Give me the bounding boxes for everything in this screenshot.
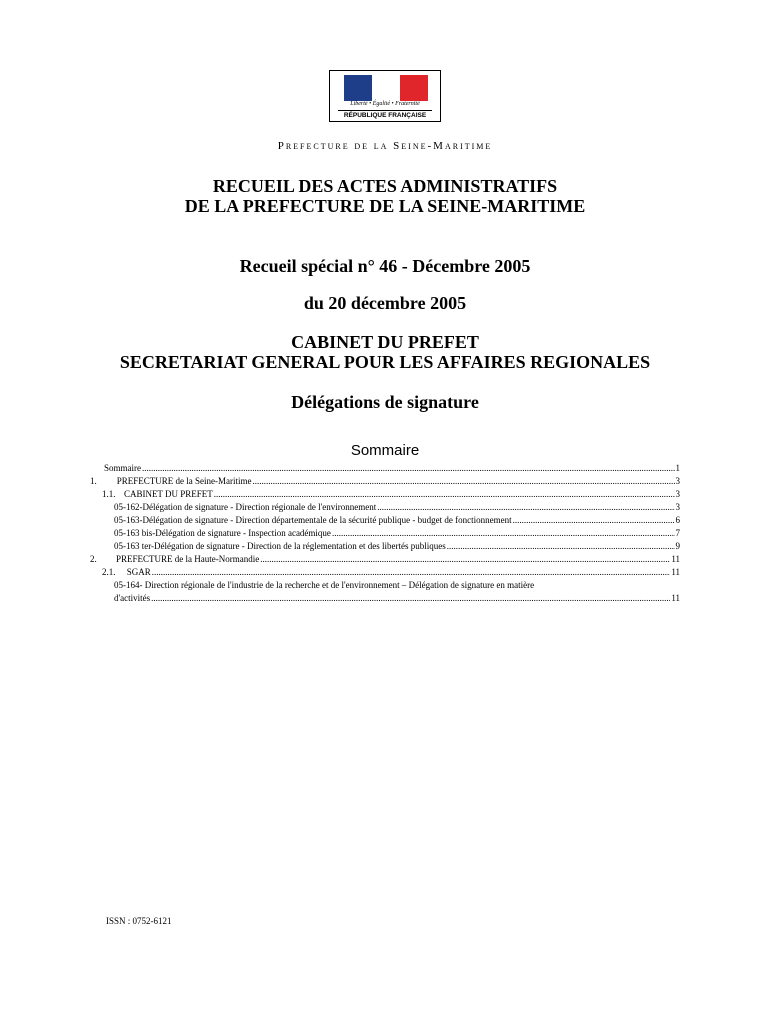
toc-leader (142, 462, 675, 475)
toc-entry[interactable] (102, 488, 680, 501)
toc-entry-title: PREFECTURE de la Seine-Maritime (116, 476, 252, 486)
toc-entry-title: Sommaire (104, 463, 141, 473)
recueil-number: Recueil spécial n° 46 - Décembre 2005 (239, 256, 531, 276)
toc-entry-page: 11 (671, 593, 680, 603)
logo-motto: Liberté • Égalité • Fraternité (350, 101, 420, 107)
toc-entry-number: 2.1. (102, 567, 116, 577)
toc-entry-title-continued: d'activités (114, 593, 151, 603)
toc-leader (447, 540, 675, 553)
tricolor-flag-icon (344, 75, 428, 101)
toc-entry-title: 05-163 bis-Délégation de signature - Inspection académique (114, 528, 331, 538)
toc-leader (377, 501, 674, 514)
toc-entry-title: 05-163 ter-Délégation de signature - Direction de la réglementation et des libertés publiques (114, 541, 446, 551)
toc-entry-page: 11 (671, 554, 680, 564)
toc-leader (260, 553, 670, 566)
toc-entry-title[interactable]: 05-164- Direction régionale de l'industrie de la recherche et de l'environnement – Délégation de signature en matière (114, 580, 535, 590)
toc-entry-number: 2. (90, 554, 97, 564)
toc-entry-page: 3 (675, 502, 680, 512)
subject-heading: Délégations de signature (291, 392, 479, 412)
recueil-date: du 20 décembre 2005 (303, 293, 467, 313)
toc-heading: Sommaire (350, 442, 420, 459)
toc-entry-page: 3 (675, 489, 680, 499)
toc-entry[interactable] (114, 527, 680, 540)
logo-republic: RÉPUBLIQUE FRANÇAISE (338, 110, 432, 119)
toc-leader (152, 566, 671, 579)
toc-entry-number: 1. (90, 476, 97, 486)
toc-entry-page: 9 (675, 541, 680, 551)
toc-entry[interactable] (104, 462, 680, 475)
toc-entry-title: PREFECTURE de la Haute-Normandie (116, 554, 260, 564)
title-line-2: DE LA PREFECTURE DE LA SEINE-MARITIME (184, 196, 586, 216)
toc-entry[interactable] (114, 540, 680, 553)
marianne-logo (329, 70, 441, 122)
toc-leader (332, 527, 675, 540)
toc-entry[interactable] (90, 553, 680, 566)
toc-entry-page: 6 (675, 515, 680, 525)
sgar-heading: SECRETARIAT GENERAL POUR LES AFFAIRES REGIONALES (119, 352, 651, 372)
cabinet-heading: CABINET DU PREFET (291, 332, 479, 352)
toc-entry[interactable] (102, 566, 680, 579)
toc-leader (253, 475, 675, 488)
toc-entry-title: SGAR (126, 567, 151, 577)
toc-entry-number: 1.1. (102, 489, 116, 499)
toc-entry[interactable] (90, 475, 680, 488)
toc-leader (151, 592, 670, 605)
toc-entry[interactable] (114, 514, 680, 527)
toc-entry-title: 05-163-Délégation de signature - Direction départementale de la sécurité publique - budget de fonctionnement (114, 515, 512, 525)
toc-entry[interactable] (114, 592, 680, 605)
toc-leader (214, 488, 675, 501)
toc-entry-title: 05-162-Délégation de signature - Direction régionale de l'environnement (114, 502, 377, 512)
toc-entry-page: 7 (675, 528, 680, 538)
toc-entry-page: 3 (675, 476, 680, 486)
toc-leader (513, 514, 675, 527)
toc-entry-page: 11 (671, 567, 680, 577)
toc-entry-title: CABINET DU PREFET (123, 489, 213, 499)
toc-entry[interactable] (114, 501, 680, 514)
prefecture-name: Prefecture de la Seine-Maritime (277, 140, 493, 152)
title-line-1: RECUEIL DES ACTES ADMINISTRATIFS (212, 176, 558, 196)
issn-number: ISSN : 0752-6121 (106, 916, 172, 926)
toc-entry-page: 1 (675, 463, 680, 473)
